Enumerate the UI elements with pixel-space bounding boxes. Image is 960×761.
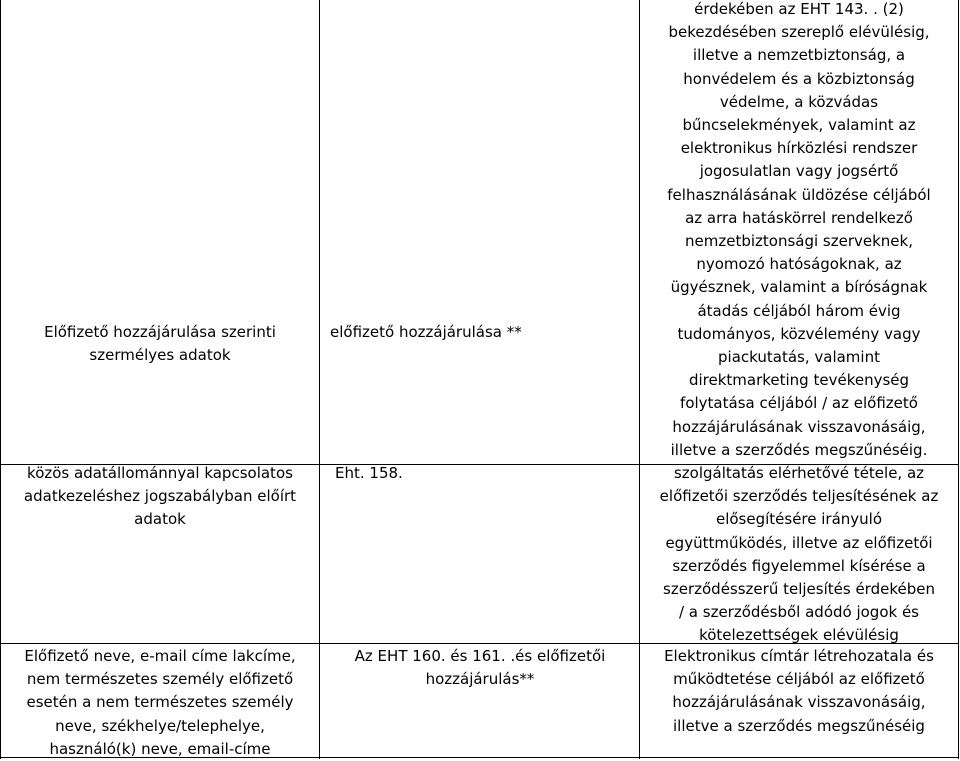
row2-legal-basis: Eht. 158. [335, 464, 403, 482]
row1-purpose-duration: érdekében az EHT 143. . (2) bekezdésében szereplő elévülésig, illetve a nemzetbiztonság, a honvédelem és a közbiztonság védelme, a közvádas bűncselekmények, valamint az elektronikus hírközlési rendszer jogosulatlan vagy jogsértő felhasználásának üldözése céljából az arra hatáskörrel rendelkező nemzetbiztonsági szerveknek, nyomozó hatóságoknak, az ügyésznek, valamint a bíróságnak átadás céljából három évig tudományos, közvélemény vagy piackutatás, valamint direktmarketing tevékenység folytatása céljából / az előfizető hozzájárulásának visszavonásáig, illetve a szerződés megszűnéséig. [667, 0, 931, 459]
row2-purpose-duration: szolgáltatás elérhetővé tétele, az előfizetői szerződés teljesítésének az elősegítésére irányuló együttműködés, illetve az előfizetői szerződés figyelemmel kísérése a szerződésszerű teljesítés érdekében / a szerződésből adódó jogok és kötelezettségek elévülésig [659, 464, 939, 645]
row1-data-category: Előfizető hozzájárulása szerinti szermélyes adatok [44, 323, 276, 365]
row3-data-category: Előfizető neve, e-mail címe lakcíme, nem természetes személy előfizető esetén a nem természetes személy neve, székhelye/telephelye, használó(k) neve, email-címe [24, 647, 296, 758]
row3-purpose-duration: Elektronikus címtár létrehozatala és működtetése céljából az előfizető hozzájárulásának visszavonásáig, illetve a szerződés megszűnéséig [664, 647, 934, 735]
table-border-right [958, 0, 959, 759]
row3-legal-basis: Az EHT 160. és 161. .és előfizetői hozzájárulás** [354, 647, 606, 689]
table-border-col1 [319, 0, 320, 759]
row2-data-category: közös adatállománnyal kapcsolatos adatkezeléshez jogszabályban előírt adatok [23, 464, 297, 529]
table-border-col2 [639, 0, 640, 759]
table-border-left [0, 0, 1, 759]
row1-legal-basis: előfizető hozzájárulása ** [330, 323, 522, 341]
